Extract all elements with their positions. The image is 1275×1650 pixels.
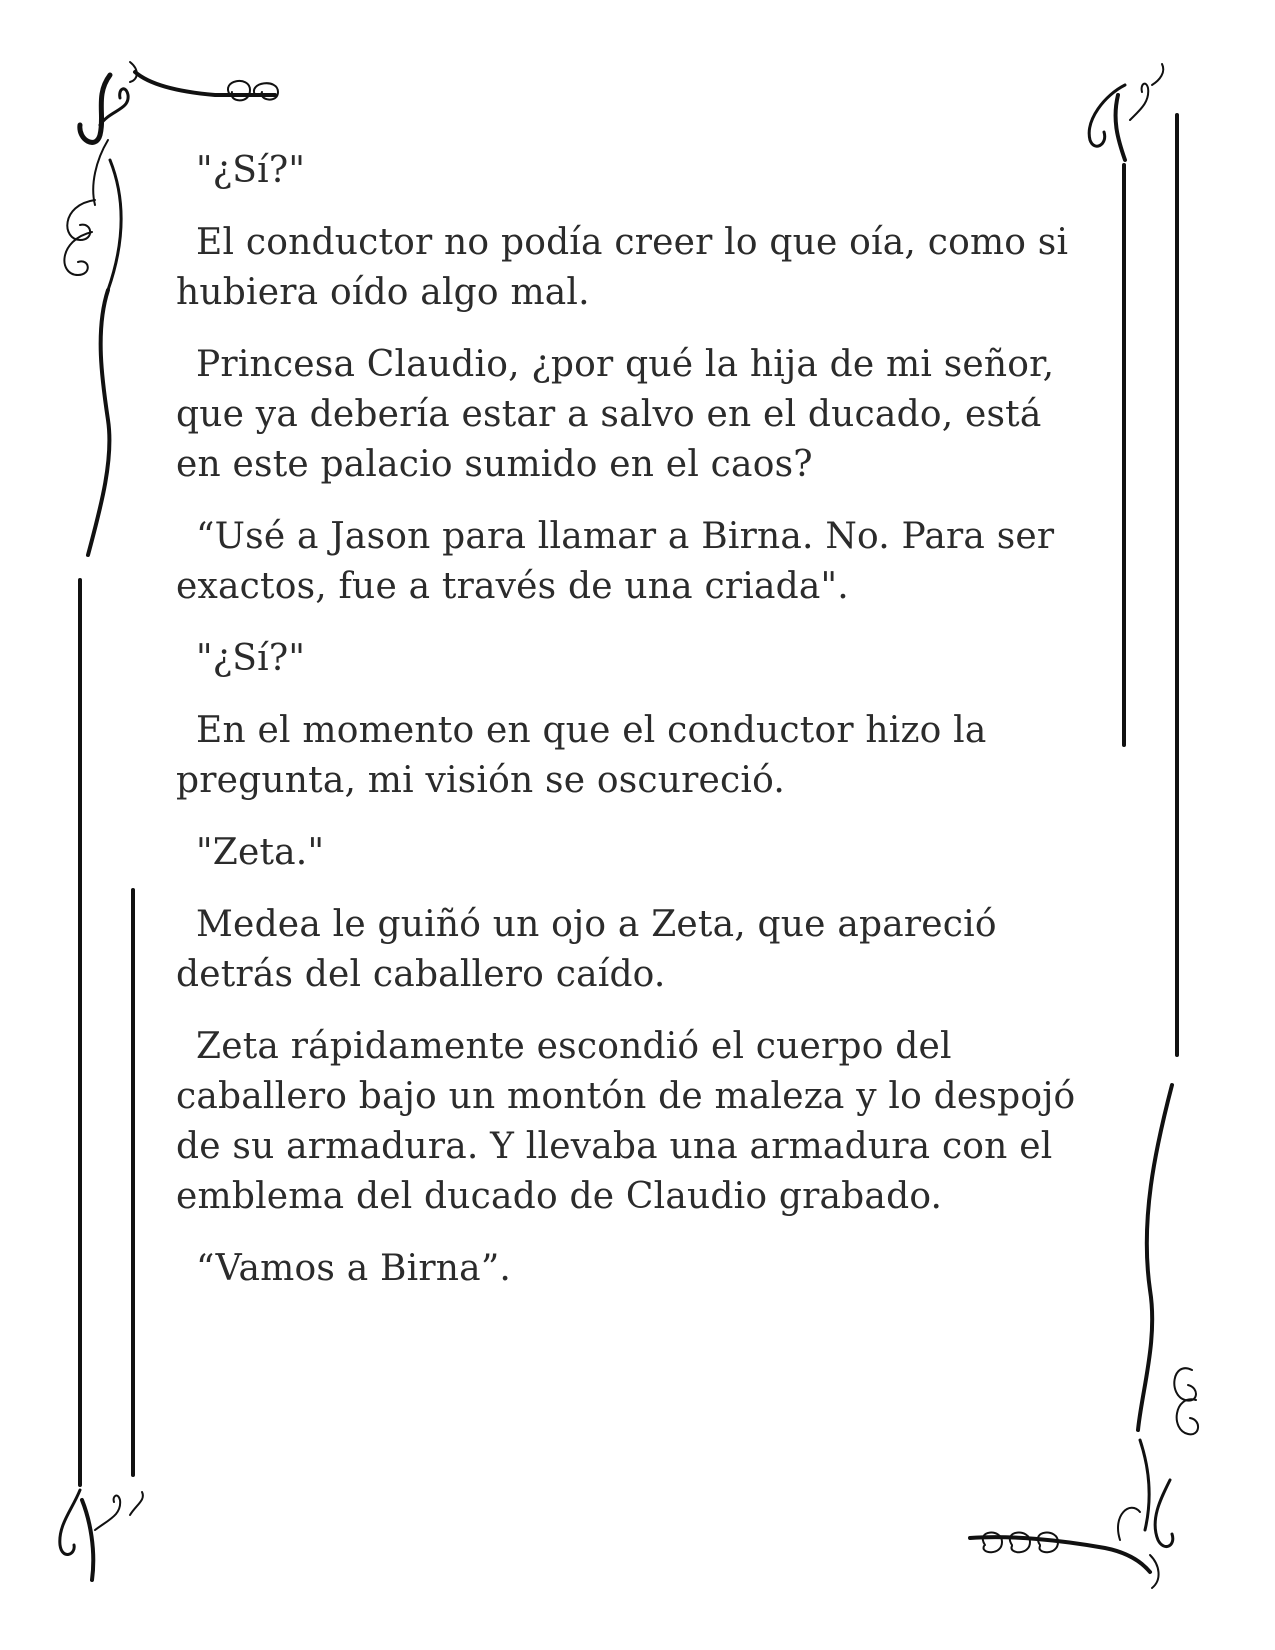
- paragraph: Princesa Claudio, ¿por qué la hija de mi señor, que ya debería estar a salvo en el ducado, está en este palacio sumido en el caos?: [176, 344, 1055, 485]
- paragraph: El conductor no podía creer lo que oía, como si hubiera oído algo mal.: [176, 222, 1069, 313]
- paragraph: “Usé a Jason para llamar a Birna. No. Para ser exactos, fue a través de una criada".: [176, 516, 1055, 607]
- bottom-left-flourish-icon: [60, 1490, 143, 1580]
- paragraph: Medea le guiñó un ojo a Zeta, que apareció detrás del caballero caído.: [176, 904, 997, 995]
- paragraph: "¿Sí?": [196, 638, 306, 679]
- paragraph: "¿Sí?": [196, 150, 306, 191]
- top-right-flourish-icon: [1089, 64, 1163, 160]
- paragraph: “Vamos a Birna”.: [196, 1248, 512, 1289]
- paragraph: "Zeta.": [196, 832, 325, 873]
- body-text: [176, 146, 1096, 1316]
- paragraph: En el momento en que el conductor hizo la pregunta, mi visión se oscureció.: [176, 710, 987, 801]
- paragraph: Zeta rápidamente escondió el cuerpo del caballero bajo un montón de maleza y lo despojó de su armadura. Y llevaba una armadura con el emblema del ducado de Claudio grabado.: [176, 1026, 1076, 1217]
